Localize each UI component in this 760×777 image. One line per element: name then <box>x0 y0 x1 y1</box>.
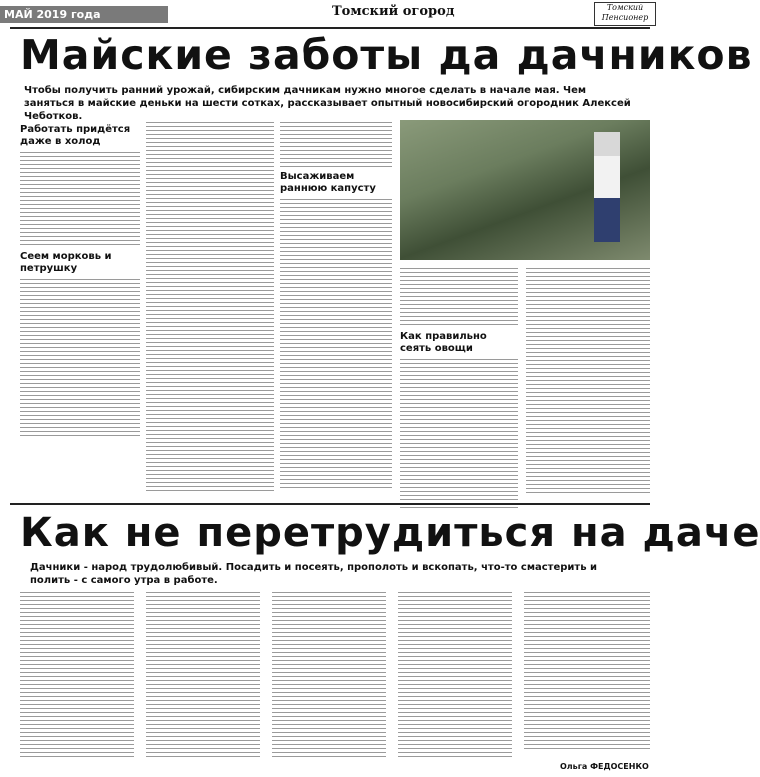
article1-column-2 <box>146 122 274 495</box>
article1-column-1 <box>20 122 140 442</box>
subhead-sowing: Как правильно сеять овощи <box>400 331 487 354</box>
article2-column-3 <box>272 592 386 760</box>
subhead-carrots-parsley: Сеем морковь и петрушку <box>20 251 112 274</box>
subhead-early-cabbage: Высаживаем раннюю капусту <box>280 171 376 194</box>
section-divider <box>10 503 650 505</box>
issue-date: МАЙ 2019 года <box>0 6 168 23</box>
article1-column-4 <box>400 268 518 512</box>
article2-column-4 <box>398 592 512 760</box>
article2-lead: Дачники - народ трудолюбивый. Посадить и посеять, прополоть и вскопать, что-то смастерить и полить - с самого утра в работе. <box>30 562 598 586</box>
article2-column-5 <box>524 592 650 755</box>
article1-column-5 <box>526 268 650 496</box>
article2-title: Как не перетрудиться на даче <box>20 510 760 556</box>
page-header <box>0 0 660 26</box>
gardener-figure <box>594 132 620 242</box>
article1-title: Майские заботы да дачников <box>20 31 753 79</box>
article2-column-1 <box>20 592 134 760</box>
article2-byline: Ольга ФЕДОСЕНКО <box>560 762 649 771</box>
newspaper-logo: Томский Пенсионер <box>594 2 656 26</box>
article1-column-3 <box>280 122 392 492</box>
article2-column-2 <box>146 592 260 760</box>
gardener-photo <box>400 120 650 260</box>
header-rule <box>10 27 650 29</box>
subhead-cold-work: Работать придётся даже в холод <box>20 124 131 147</box>
section-rubric: Томский огород <box>332 4 455 19</box>
article1-lead: Чтобы получить ранний урожай, сибирским дачникам нужно многое сделать в начале мая. Чем заняться в майские деньки на шести сотках, рассказывает опытный новосибирский огородник Алексей Чеботков. <box>24 85 631 122</box>
